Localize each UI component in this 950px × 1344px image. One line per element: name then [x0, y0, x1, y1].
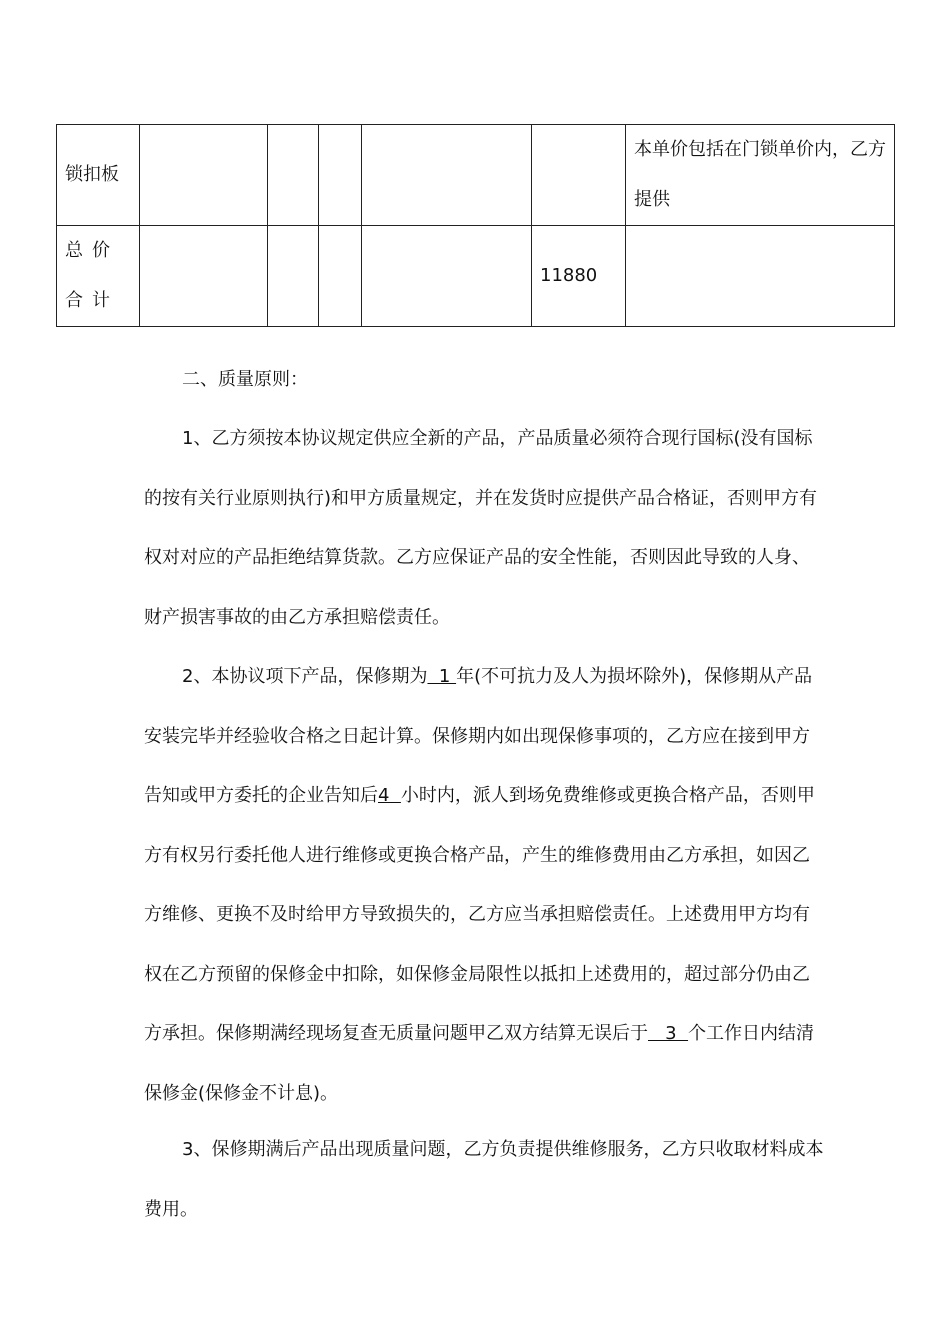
total-cell: 11880 — [532, 226, 626, 327]
total-cell — [532, 125, 626, 226]
clause-text: 2、本协议项下产品，保修期为 — [182, 666, 428, 687]
table-cell — [319, 226, 362, 327]
table-cell — [140, 226, 268, 327]
section-heading: 二、质量原则： — [182, 369, 308, 390]
warranty-years-blank: 1 — [427, 666, 457, 687]
clause-text: 年(不可抗力及人为损坏除外)，保修期从产品安装完毕并经验收合格之日起计算。保修期内如出现保修事项的，乙方应在接到甲方告知或甲方委托的企业告知后 — [144, 666, 813, 806]
item-name-cell: 总价合计 — [57, 226, 140, 327]
price-table — [56, 124, 895, 327]
item-name-cell: 锁扣板 — [57, 125, 140, 226]
table-row — [57, 125, 895, 226]
quality-clause-3: 3、保修期满后产品出现质量问题，乙方负责提供维修服务，乙方只收取材料成本费用。 — [144, 1139, 824, 1220]
response-hours-blank: 4 — [378, 785, 401, 806]
note-cell: 本单价包括在门锁单价内，乙方提供 — [626, 125, 895, 226]
table-cell — [319, 125, 362, 226]
clause-text: 小时内，派人到场免费维修或更换合格产品，否则甲方有权另行委托他人进行维修或更换合格产品，产生的维修费用由乙方承担，如因乙方维修、更换不及时给甲方导致损失的，乙方应当承担赔偿责任。上述费用甲方均有权在乙方预留的保修金中扣除，如保修金局限性以抵扣上述费用的，超过部分仍由乙方承担。保修期满经现场复查无质量问题甲乙双方结算无误后于 — [144, 785, 815, 1044]
note-cell — [626, 226, 895, 327]
quality-clause-2 — [144, 647, 824, 1123]
table-cell — [362, 226, 532, 327]
table-cell — [362, 125, 532, 226]
settle-days-blank: 3 — [648, 1023, 689, 1044]
table-cell — [140, 125, 268, 226]
clause-text: 个工作日内结清保修金(保修金不计息)。 — [144, 1023, 815, 1104]
table-row — [57, 226, 895, 327]
table-cell — [268, 226, 319, 327]
quality-clause-1: 1、乙方须按本协议规定供应全新的产品，产品质量必须符合现行国标(没有国标的按有关行业原则执行)和甲方质量规定，并在发货时应提供产品合格证，否则甲方有权对对应的产品拒绝结算货款。乙方应保证产品的安全性能，否则因此导致的人身、财产损害事故的由乙方承担赔偿责任。 — [144, 428, 818, 628]
table-cell — [268, 125, 319, 226]
